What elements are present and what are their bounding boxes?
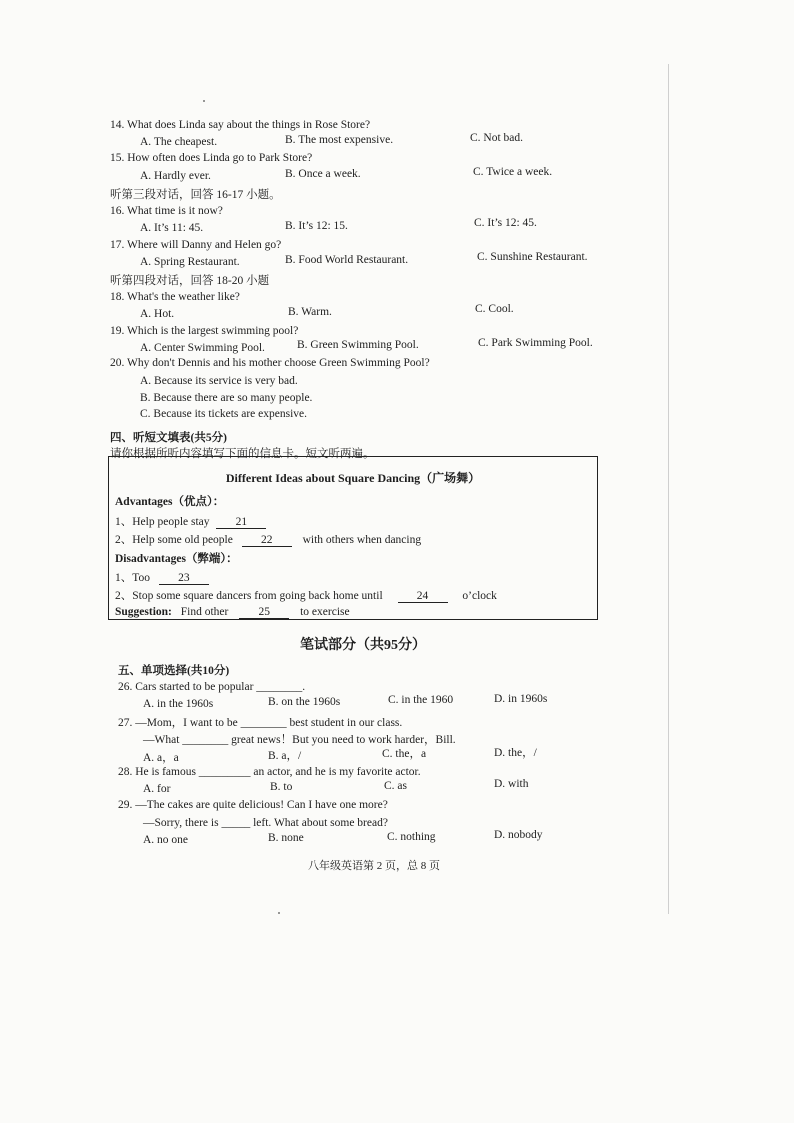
advantage-2 xyxy=(115,531,421,547)
suggestion-suffix: to exercise xyxy=(300,606,350,618)
option-b: B. It’s 12: 15. xyxy=(285,220,348,232)
option-d: D. nobody xyxy=(494,829,543,841)
dialog-3-instruction: 听第三段对话，回答 16-17 小题。 xyxy=(110,189,281,201)
question-14 xyxy=(110,119,370,131)
info-card-title: Different Ideas about Square Dancing（广场舞） xyxy=(225,471,481,485)
question-text: Why don't Dennis and his mother choose Green Swimming Pool? xyxy=(127,357,430,369)
section-5-title: 五、单项选择(共10分) xyxy=(118,665,230,677)
option-a: A. for xyxy=(143,783,171,795)
option-c: C. Not bad. xyxy=(470,132,524,144)
question-18 xyxy=(110,291,240,303)
scan-speck xyxy=(203,100,205,102)
question-number: 19. xyxy=(110,325,125,337)
option-c: C. as xyxy=(384,780,407,792)
question-15 xyxy=(110,152,312,164)
question-29-reply: —Sorry, there is _____ left. What about some bread? xyxy=(143,817,388,829)
option-c: C. Because its tickets are expensive. xyxy=(140,408,308,420)
question-28 xyxy=(118,766,421,778)
question-text: He is famous _________ an actor, and he is my favorite actor. xyxy=(135,766,421,778)
question-number: 20. xyxy=(110,357,125,369)
disadvantage-2-text: 2、Stop some square dancers from going back home until xyxy=(115,590,383,602)
option-a: A. Because its service is very bad. xyxy=(140,375,298,387)
question-text: Which is the largest swimming pool? xyxy=(127,325,299,337)
blank-25: 25 xyxy=(239,606,289,619)
info-card xyxy=(108,456,598,620)
option-b: B. none xyxy=(268,832,304,844)
question-text: How often does Linda go to Park Store? xyxy=(127,152,313,164)
question-number: 14. xyxy=(110,119,125,131)
option-a: A. no one xyxy=(143,834,189,846)
option-b: B. Once a week. xyxy=(285,168,361,180)
disadvantages-heading: Disadvantages（弊端）： xyxy=(115,553,238,565)
disadvantage-1 xyxy=(115,569,209,585)
page-edge-line xyxy=(668,64,669,914)
option-b: B. Food World Restaurant. xyxy=(285,254,409,266)
advantage-2-text: 2、Help some old people xyxy=(115,534,233,546)
advantages-heading: Advantages（优点）： xyxy=(115,496,225,508)
blank-22: 22 xyxy=(242,534,292,547)
question-number: 27. xyxy=(118,717,133,729)
option-a: A. Hot. xyxy=(140,308,175,320)
option-b: B. a，/ xyxy=(268,750,302,762)
option-a: A. Spring Restaurant. xyxy=(140,256,240,268)
option-b: B. Warm. xyxy=(288,306,332,318)
option-c: C. nothing xyxy=(387,831,436,843)
option-a: A. a，a xyxy=(143,752,179,764)
question-19 xyxy=(110,325,298,337)
question-text: What time is it now? xyxy=(127,205,223,217)
question-number: 26. xyxy=(118,681,133,693)
option-a: A. It’s 11: 45. xyxy=(140,222,204,234)
dialog-4-instruction: 听第四段对话，回答 18-20 小题 xyxy=(110,275,270,287)
option-c: C. Sunshine Restaurant. xyxy=(477,251,588,263)
question-number: 17. xyxy=(110,239,125,251)
question-20 xyxy=(110,357,430,369)
question-text: —Mom，I want to be ________ best student in our class. xyxy=(135,717,403,729)
option-d: D. the，/ xyxy=(494,747,537,759)
question-text: Where will Danny and Helen go? xyxy=(127,239,282,251)
option-b: B. on the 1960s xyxy=(268,696,341,708)
blank-23: 23 xyxy=(159,572,209,585)
disadvantage-2 xyxy=(115,587,497,603)
advantage-1 xyxy=(115,513,266,529)
option-a: A. in the 1960s xyxy=(143,698,214,710)
scan-speck xyxy=(278,912,280,914)
written-part-title: 笔试部分（共95分） xyxy=(300,638,426,653)
section-4-title: 四、听短文填表(共5分) xyxy=(110,432,227,444)
option-b: B. Green Swimming Pool. xyxy=(297,339,419,351)
option-d: D. with xyxy=(494,778,529,790)
section-4-instruction: 请你根据所听内容填写下面的信息卡。短文听两遍。 xyxy=(110,448,375,460)
advantage-2-suffix: with others when dancing xyxy=(302,534,422,546)
option-c: C. It’s 12: 45. xyxy=(474,217,537,229)
option-b: B. Because there are so many people. xyxy=(140,392,313,404)
question-number: 29. xyxy=(118,799,133,811)
page-footer: 八年级英语第 2 页，总 8 页 xyxy=(308,860,440,872)
question-26 xyxy=(118,681,305,693)
option-b: B. The most expensive. xyxy=(285,134,394,146)
option-b: B. to xyxy=(270,781,293,793)
question-number: 16. xyxy=(110,205,125,217)
option-a: A. Hardly ever. xyxy=(140,170,211,182)
question-text: What does Linda say about the things in Rose Store? xyxy=(127,119,371,131)
question-text: Cars started to be popular ________. xyxy=(135,681,306,693)
suggestion-text: Find other xyxy=(180,606,229,618)
disadvantage-1-text: 1、Too xyxy=(115,572,150,584)
option-c: C. Cool. xyxy=(475,303,514,315)
question-number: 18. xyxy=(110,291,125,303)
question-text: —The cakes are quite delicious! Can I have one more? xyxy=(135,799,388,811)
option-d: D. in 1960s xyxy=(494,693,548,705)
option-c: C. Park Swimming Pool. xyxy=(478,337,593,349)
question-number: 15. xyxy=(110,152,125,164)
option-c: C. the，a xyxy=(382,748,427,760)
option-c: C. Twice a week. xyxy=(473,166,553,178)
question-27 xyxy=(118,714,402,730)
question-29 xyxy=(118,799,388,811)
option-a: A. Center Swimming Pool. xyxy=(140,342,265,354)
suggestion-heading: Suggestion: xyxy=(115,606,172,618)
disadvantage-2-suffix: o’clock xyxy=(462,590,497,602)
question-number: 28. xyxy=(118,766,133,778)
question-27-reply: —What ________ great news！But you need to work harder，Bill. xyxy=(143,734,456,746)
option-a: A. The cheapest. xyxy=(140,136,218,148)
question-16 xyxy=(110,205,223,217)
suggestion xyxy=(115,606,350,619)
advantage-1-text: 1、Help people stay xyxy=(115,516,210,528)
blank-24: 24 xyxy=(398,590,448,603)
question-17 xyxy=(110,239,281,251)
blank-21: 21 xyxy=(216,516,266,529)
option-c: C. in the 1960 xyxy=(388,694,454,706)
question-text: What's the weather like? xyxy=(127,291,240,303)
